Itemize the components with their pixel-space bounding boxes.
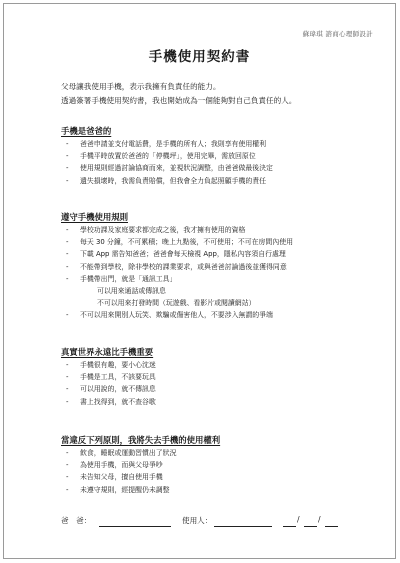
section-phone-owner — [61, 124, 273, 187]
section-violations — [61, 433, 220, 496]
list-item: - 未遵守規則，經提醒仍未調整 — [66, 485, 170, 494]
list-item: - 手機是工具，不該要玩具 — [66, 373, 156, 382]
list-item: - 爸爸申請並支付電話費，是手機的所有人；我則享有使用權利 — [66, 140, 267, 148]
list-item: - 每天 30 分鐘，不可累積；晚上九點後，不可使用；不可在房間內使用 — [66, 238, 293, 247]
section-usage-rules — [61, 210, 293, 322]
section-heading: 當違反下列原則，我將失去手機的使用權利 — [61, 435, 221, 445]
date-month-line[interactable] — [304, 526, 317, 527]
father-signature-label: 爸 爸： — [61, 516, 92, 525]
list-item: - 下載 App 需告知爸爸；爸爸會每天檢視 App，隱私內容須自行處理 — [66, 250, 286, 259]
list-item: - 手機帶出門，就是「通訊工具」 — [66, 274, 177, 283]
list-item: - 未告知父母，擅自使用手機 — [66, 473, 163, 482]
list-item: - 不能帶到學校，除非學校的課業要求，或與爸爸討論過後並獲得同意 — [66, 262, 287, 271]
sub-item: 可以用來通話或傳訊息 — [97, 287, 166, 296]
date-slash: / — [318, 515, 321, 524]
user-signature-label: 使用人： — [182, 516, 213, 525]
list-item: - 使用規則經過討論協商而來，並視狀況調整，由爸爸做最後決定 — [66, 164, 273, 173]
intro-paragraph — [61, 80, 296, 108]
section-heading: 遵守手機使用規則 — [61, 212, 128, 222]
intro-line: 透過簽署手機使用契約書，我也開始成為一個能夠對自己負責任的人。 — [61, 96, 297, 105]
intro-line: 父母讓我使用手機，表示我擁有負責任的能力。 — [61, 82, 221, 91]
list-item: - 為使用手機，而與父母爭吵 — [66, 461, 163, 470]
section-heading: 手機是爸爸的 — [61, 126, 112, 136]
list-item: - 學校功課及家庭要求都完成之後，我才擁有使用的資格 — [66, 226, 246, 234]
list-item: - 可以用說的，就不傳訊息 — [66, 385, 156, 394]
date-slash: / — [297, 515, 300, 524]
sub-item: 不可以用來打發時間（玩遊戲、看影片或閱讀網站） — [97, 299, 256, 308]
date-day-line[interactable] — [325, 526, 338, 527]
father-signature-line[interactable] — [99, 526, 171, 527]
page-title: 手機使用契約書 — [148, 49, 251, 65]
signature-row — [61, 515, 351, 529]
contract-page — [3, 3, 396, 559]
section-heading: 真實世界永遠比手機重要 — [61, 347, 154, 357]
author-credit: 蘇瑋琪 諮商心理師設計 — [302, 30, 373, 38]
user-signature-line[interactable] — [214, 526, 272, 527]
list-item: - 手機平時放置於爸爸的「停機坪」，使用完畢，需放回原位 — [66, 152, 256, 161]
list-item: - 書上找得到，就不查谷歌 — [66, 397, 156, 406]
section-real-world — [61, 345, 156, 408]
date-year-line[interactable] — [283, 526, 296, 527]
list-item: - 不可以用來開別人玩笑、欺騙或傷害他人，不要涉入無謂的爭端 — [66, 311, 273, 320]
list-item: - 飲食，睡眠或運動習慣出了狀況 — [66, 449, 177, 457]
list-item: - 手機很有趣，要小心沈迷 — [66, 361, 156, 369]
list-item: - 遺失損壞時，我需負責賠償，但我會全力負起照顧手機的責任 — [66, 176, 267, 185]
